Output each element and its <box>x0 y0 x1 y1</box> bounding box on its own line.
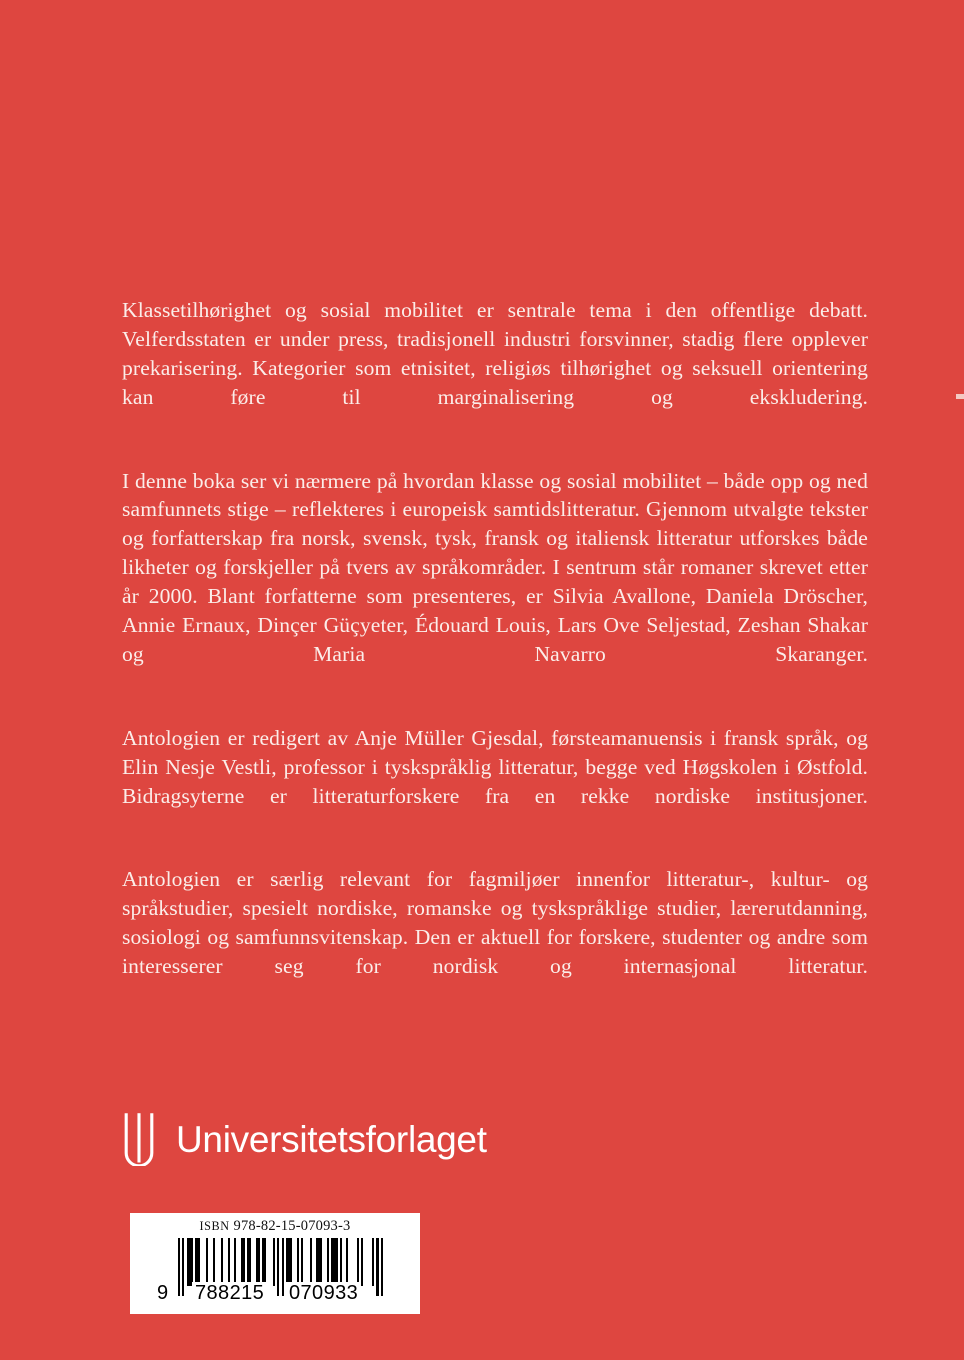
publisher-logo <box>124 1112 487 1166</box>
isbn-label: ISBN <box>199 1219 230 1233</box>
isbn-text <box>200 1219 351 1235</box>
barcode-digits <box>156 1282 394 1304</box>
blurb-paragraph-2: I denne boka ser vi nærmere på hvordan klasse og sosial mobilitet – både opp og ned samfunnets stige – reflekteres i europeisk samtidslitteratur. Gjennom utvalgte tekster og forfatterskap fra norsk, svensk, tysk, fransk og italiensk litteratur utforskes både likheter og forskjeller på tvers av språkområder. I sentrum står romaner skrevet etter år 2000. Blant forfatterne som presenteres, er Silvia Avallone, Daniela Dröscher, Annie Ernaux, Dinçer Güçyeter, Édouard Louis, Lars Ove Seljestad, Zeshan Shakar og Maria Navarro Skaranger. <box>122 468 868 666</box>
blurb-paragraph-3: Antologien er redigert av Anje Müller Gjesdal, førsteamanuensis i fransk språk, og Elin Nesje Vestli, professor i tyskspråklig litteratur, begge ved Høgskolen i Østfold. Bidragsyterne er litteraturforskere fra en rekke nordiske institusjoner. <box>122 725 868 808</box>
isbn-number: 978-82-15-07093-3 <box>233 1218 351 1234</box>
blurb-paragraph-4: Antologien er særlig relevant for fagmiljøer innenfor litteratur-, kultur- og språkstudier, spesielt nordiske, romanske og tyskspråklige studier, lærerutdanning, sosiologi og samfunnsvitenskap. Den er aktuell for forskere, studenter og andre som interesserer seg for nordisk og internasjonal litteratur. <box>122 867 868 979</box>
barcode-digit-lead: 9 <box>157 1281 169 1304</box>
blurb-text-block <box>122 296 868 1010</box>
page-edge-artifact <box>956 394 964 399</box>
barcode-digits-right: 070933 <box>286 1282 361 1304</box>
barcode-graphic <box>156 1238 394 1312</box>
barcode-digits-left: 788215 <box>192 1282 267 1304</box>
isbn-barcode-box <box>130 1213 420 1314</box>
publisher-name: Universitetsforlaget <box>176 1118 487 1160</box>
universitetsforlaget-u-mark-icon <box>124 1112 154 1166</box>
blurb-paragraph-1: Klassetilhørighet og sosial mobilitet er sentrale tema i den offentlige debatt. Velferdsstaten er under press, tradisjonell industri forsvinner, stadig flere opplever prekarisering. Kategorier som etnisitet, religiøs tilhørighet og seksuell orientering kan føre til marginalisering og ekskludering. <box>122 298 868 409</box>
